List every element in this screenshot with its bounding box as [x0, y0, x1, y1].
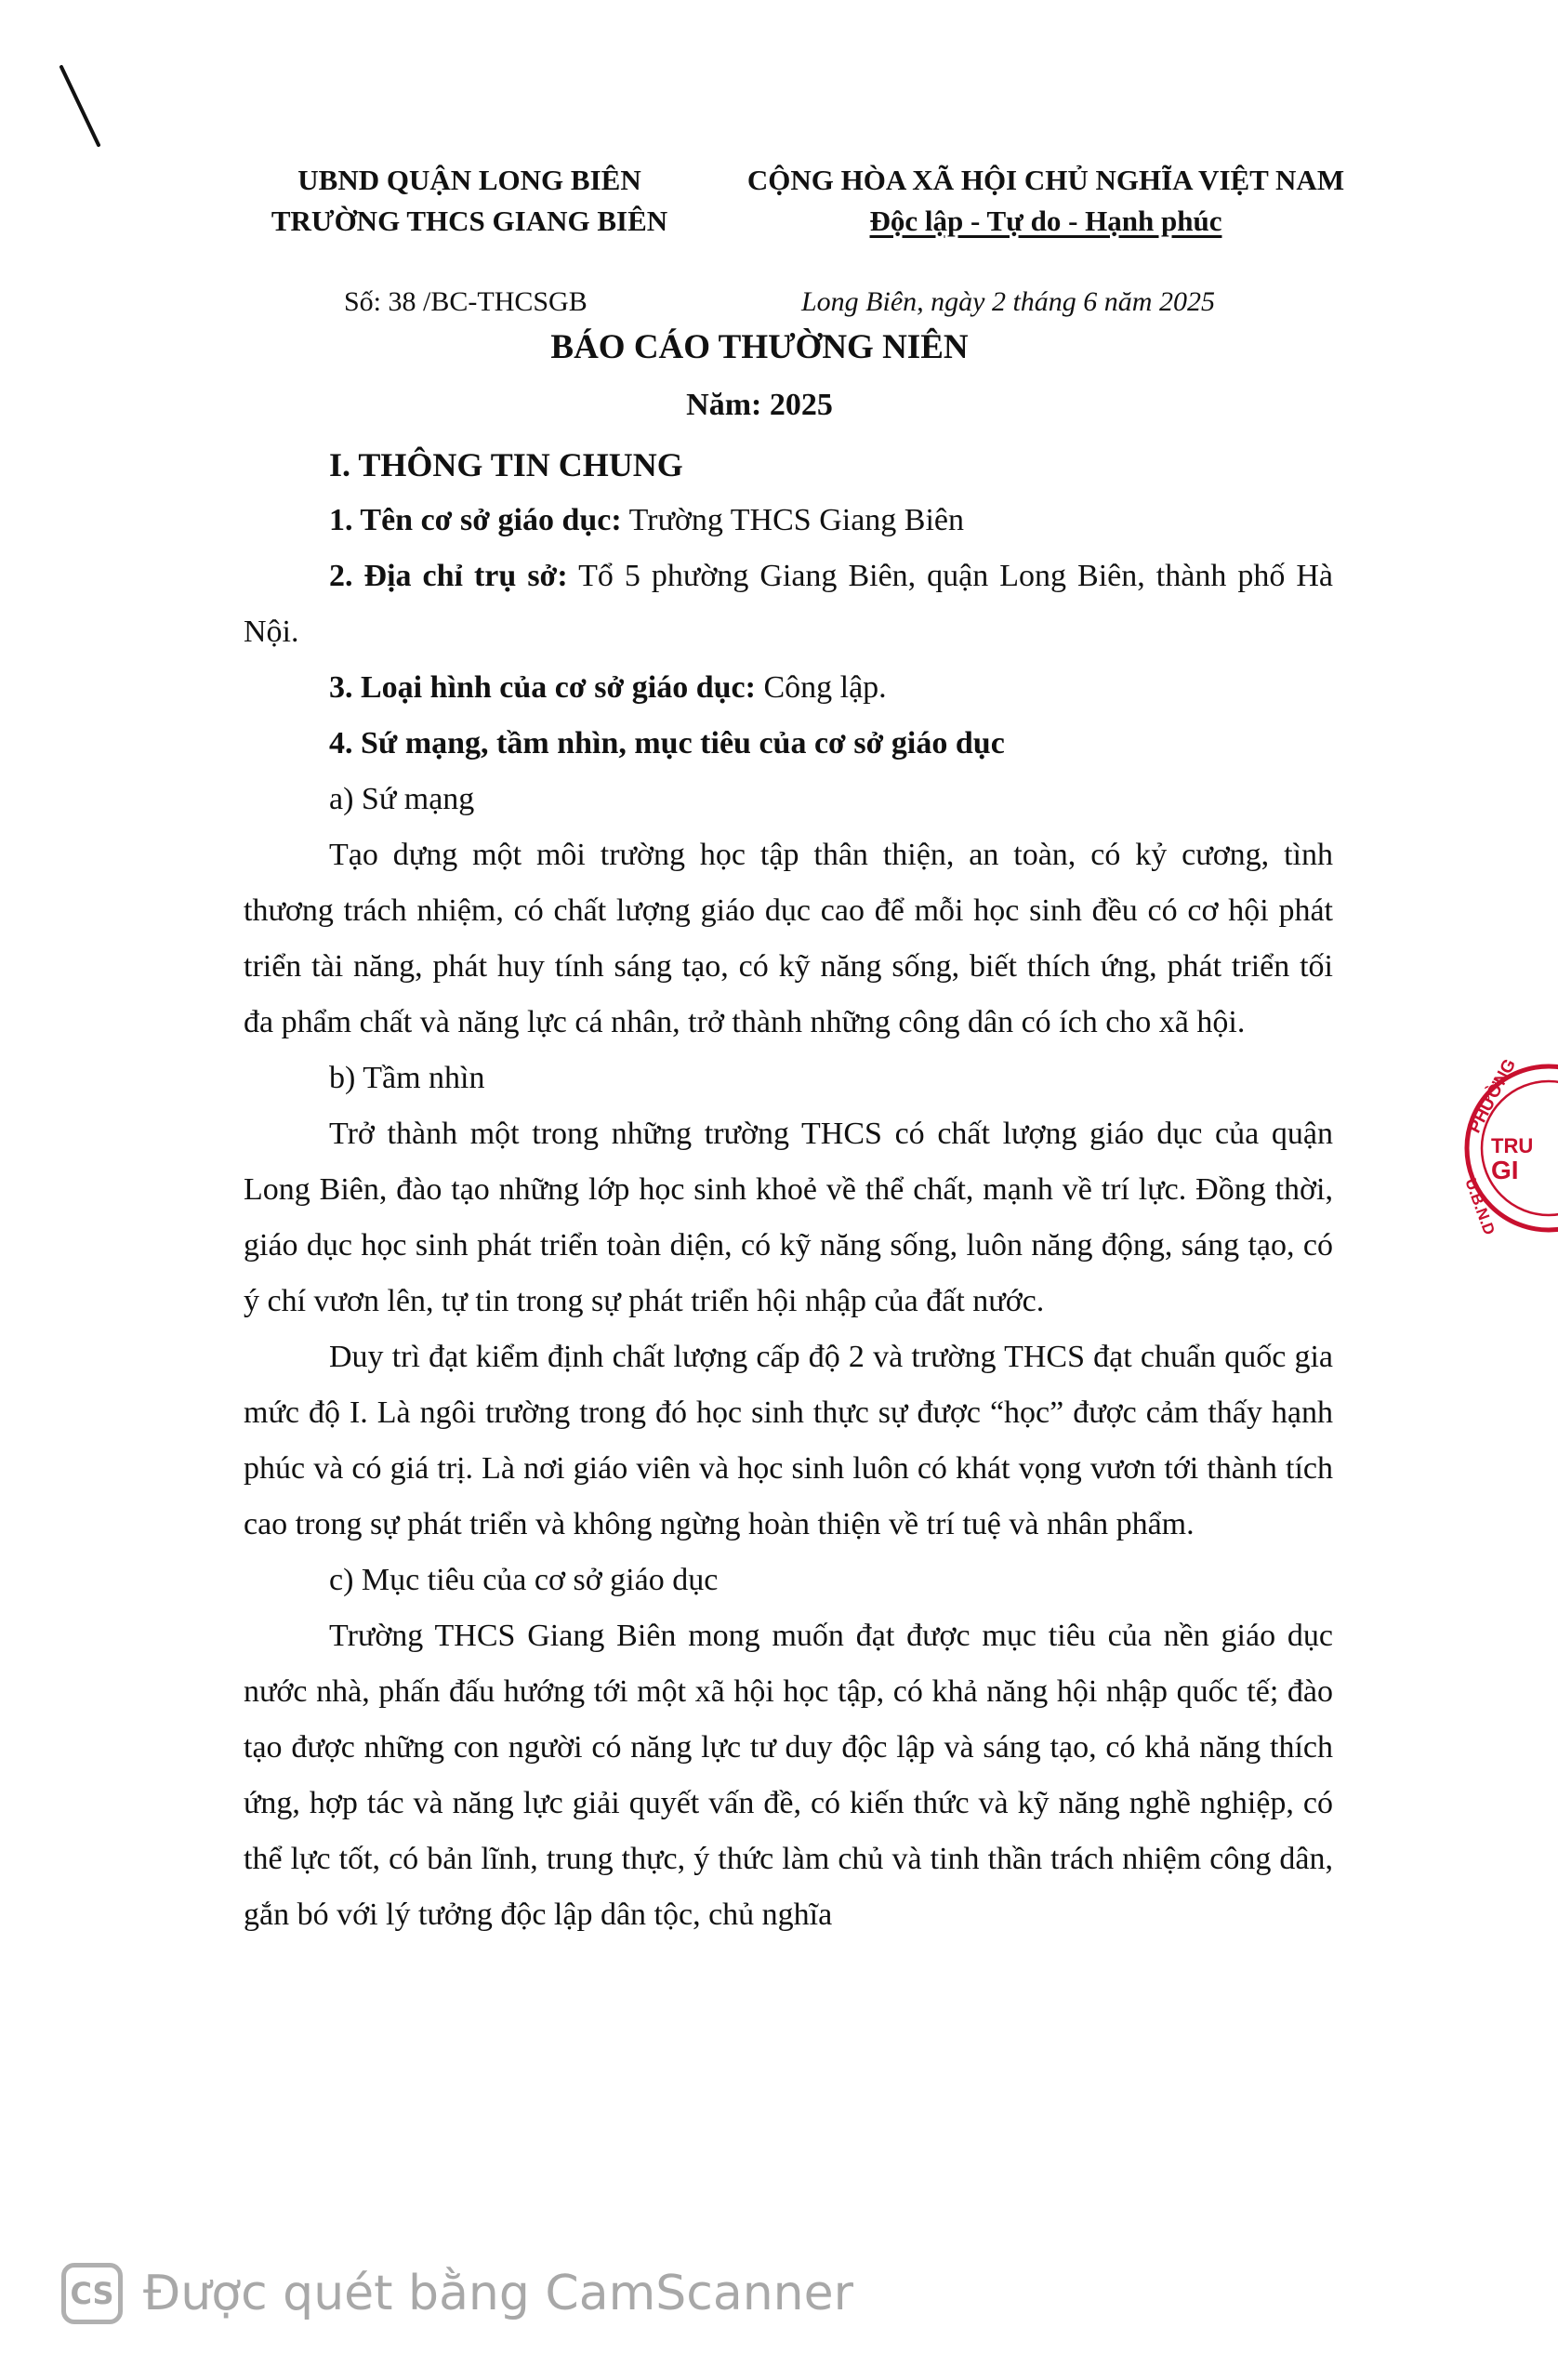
national-header-block — [725, 160, 1367, 242]
camscanner-watermark — [61, 2261, 853, 2326]
document-body — [244, 437, 1333, 1943]
mission-paragraph: Tạo dựng một môi trường học tập thân thiện, an toàn, có kỷ cương, tình thương trách nhiệm, có chất lượng giáo dục cao để mỗi học sinh đều có cơ hội phát triển tài năng, phát huy tính sáng tạo, có kỹ năng sống, biết thích ứng, phát triển tối đa phẩm chất và năng lực cá nhân, trở thành những công dân có ích cho xã hội. — [244, 838, 1333, 1039]
scan-mark-line — [58, 65, 104, 149]
info-item-1-label: 1. Tên cơ sở giáo dục: — [329, 503, 622, 537]
reference-number: Số: 38 /BC-THCSGB — [344, 286, 588, 317]
document-title: BÁO CÁO THƯỜNG NIÊN — [550, 328, 969, 366]
info-item-1-value: Trường THCS Giang Biên — [621, 503, 965, 537]
info-item-4-label: 4. Sứ mạng, tầm nhìn, mục tiêu của cơ sở giáo dục — [329, 726, 1005, 760]
svg-text:TRU: TRU — [1491, 1134, 1534, 1157]
vision-paragraph-2: Duy trì đạt kiểm định chất lượng cấp độ 2 và trường THCS đạt chuẩn quốc gia mức độ I. Là ngôi trường trong đó học sinh thực sự được “học” được cảm thấy hạnh phúc và có giá trị. Là nơi giáo viên và học sinh luôn có khát vọng vươn tới thành tích cao trong sự phát triển và không ngừng hoàn thiện về trí tuệ và nhân phẩm. — [244, 1340, 1333, 1541]
info-item-3-label: 3. Loại hình của cơ sở giáo dục: — [329, 670, 756, 705]
camscanner-logo-icon: CS — [61, 2263, 123, 2324]
info-item-1 — [244, 493, 1333, 549]
mission-heading: a) Sứ mạng — [329, 782, 475, 816]
info-item-4 — [244, 716, 1333, 772]
info-item-3-value: Công lập. — [755, 670, 887, 705]
svg-text:U.B.N.D: U.B.N.D — [1461, 1175, 1499, 1237]
place-date: Long Biên, ngày 2 tháng 6 năm 2025 — [801, 286, 1215, 317]
school-seal-stamp — [1437, 1055, 1558, 1237]
nation-motto: Độc lập - Tự do - Hạnh phúc — [869, 205, 1222, 237]
camscanner-text: Được quét bằng CamScanner — [143, 2266, 854, 2321]
agency-line-1: UBND QUẬN LONG BIÊN — [297, 164, 641, 196]
goals-paragraph: Trường THCS Giang Biên mong muốn đạt được mục tiêu của nền giáo dục nước nhà, phấn đấu hướng tới một xã hội học tập, có khả năng hội nhập quốc tế; đào tạo được những con người có năng lực tư duy độc lập và sáng tạo, có khả năng thích ứng, hợp tác và năng lực giải quyết vấn đề, có kiến thức và kỹ năng nghề nghiệp, có thể lực tốt, có bản lĩnh, trung thực, ý thức làm chủ và tinh thần trách nhiệm công dân, gắn bó với lý tưởng độc lập dân tộc, chủ nghĩa — [244, 1619, 1333, 1932]
info-item-2-label: 2. Địa chỉ trụ sở: — [329, 559, 568, 593]
issuing-agency-block — [251, 160, 688, 242]
vision-paragraph-1: Trở thành một trong những trường THCS có chất lượng giáo dục của quận Long Biên, đào tạo những lớp học sinh khoẻ về thể chất, mạnh về trí lực. Đồng thời, giáo dục học sinh phát triển toàn diện, có kỹ năng sống, luôn năng động, sáng tạo, có ý chí vươn lên, tự tin trong sự phát triển hội nhập của đất nước. — [244, 1117, 1333, 1318]
info-item-3 — [244, 660, 1333, 716]
svg-text:PHƯỜNG: PHƯỜNG — [1464, 1055, 1521, 1137]
document-subtitle: Năm: 2025 — [686, 388, 833, 422]
goals-heading: c) Mục tiêu của cơ sở giáo dục — [329, 1563, 719, 1597]
agency-line-2: TRƯỜNG THCS GIANG BIÊN — [271, 205, 668, 237]
svg-text:GI: GI — [1491, 1156, 1519, 1184]
info-item-2 — [244, 549, 1333, 660]
nation-line-1: CỘNG HÒA XÃ HỘI CHỦ NGHĨA VIỆT NAM — [746, 164, 1345, 196]
vision-heading: b) Tầm nhìn — [329, 1061, 485, 1095]
section-heading: I. THÔNG TIN CHUNG — [329, 446, 683, 483]
info-item-2-value: Tổ 5 phường Giang Biên, quận Long Biên, thành phố Hà Nội. — [244, 559, 1334, 649]
